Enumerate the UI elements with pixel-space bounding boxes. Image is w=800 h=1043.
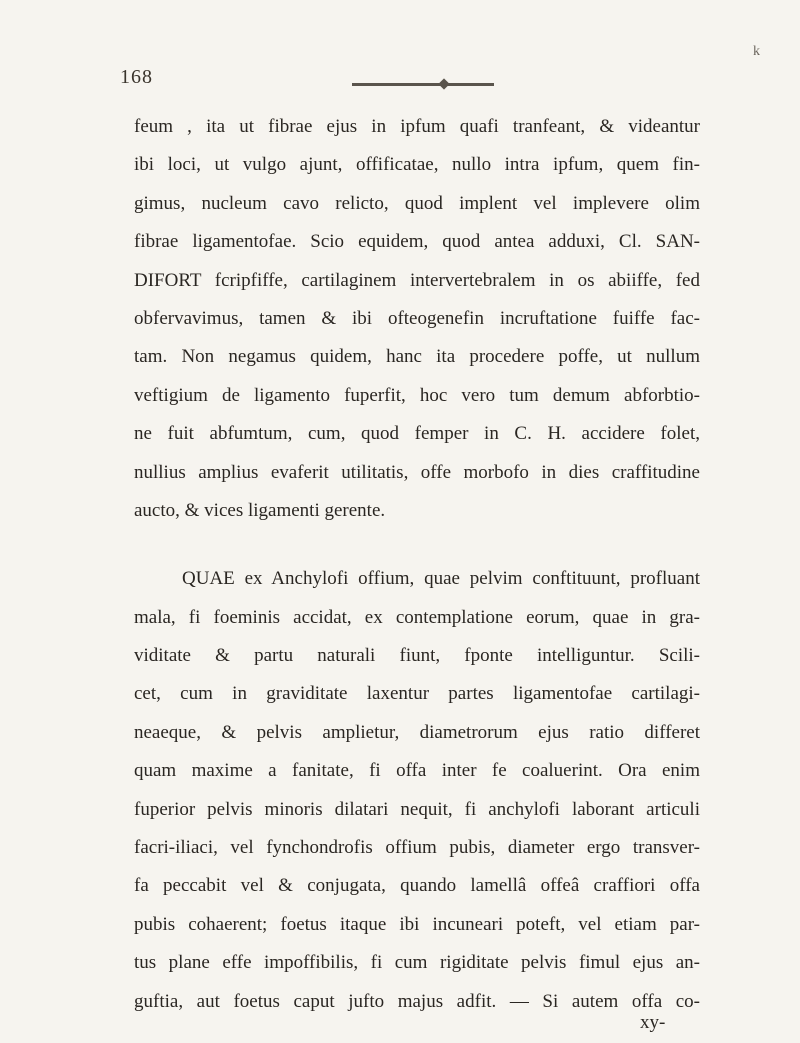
text-line: facri-iliaci, vel fynchondrofis offium pubis, diameter ergo transver- [134,837,700,859]
page-number: 168 [120,66,153,88]
text-line: nullius amplius evaferit utilitatis, offe morbofo in dies craffitudine [134,461,700,483]
text-line: veftigium de ligamento fuperfit, hoc vero tum demum abforbtio- [134,384,700,406]
text-line: tus plane effe impoffibilis, fi cum rigiditate pelvis fimul ejus an- [134,952,700,974]
text-line: fuperior pelvis minoris dilatari nequit, fi anchylofi laborant articuli [134,798,700,820]
text-line: pubis cohaerent; foetus itaque ibi incuneari poteft, vel etiam par- [134,913,700,935]
text-line: fibrae ligamentofae. Scio equidem, quod antea adduxi, Cl. SAN- [134,231,700,253]
header-ornament-rule [352,83,494,86]
text-line: DIFORT fcripfiffe, cartilaginem intervertebralem in os abiiffe, fed [134,269,700,291]
text-line: QUAE ex Anchylofi offium, quae pelvim conftituunt, profluant [182,568,700,590]
corner-mark: k [753,44,760,59]
text-line: ne fuit abfumtum, cum, quod femper in C. H. accidere folet, [134,423,700,445]
text-line: neaeque, & pelvis amplietur, diametrorum ejus ratio differet [134,721,700,743]
text-line: obfervavimus, tamen & ibi ofteogenefin incruftatione fuiffe fac- [134,307,700,329]
text-line: viditate & partu naturali fiunt, fponte intelliguntur. Scili- [134,645,700,667]
text-line: ibi loci, ut vulgo ajunt, offificatae, nullo intra ipfum, quem fin- [134,154,700,176]
paragraph-gap [134,530,700,560]
text-line: aucto, & vices ligamenti gerente. [134,499,386,521]
page-header [120,66,680,96]
body-text [134,108,700,1021]
text-line: fa peccabit vel & conjugata, quando lamellâ offeâ craffiori offa [134,875,700,897]
text-line: cet, cum in graviditate laxentur partes ligamentofae cartilagi- [134,683,700,705]
text-line: quam maxime a fanitate, fi offa inter fe coaluerint. Ora enim [134,760,700,782]
paragraph-1 [134,108,700,530]
text-line: feum , ita ut fibrae ejus in ipfum quafi tranfeant, & videantur [134,116,700,137]
text-line: gimus, nucleum cavo relicto, quod implent vel implevere olim [134,192,700,214]
paragraph-2 [134,560,700,1021]
catchword: xy- [640,1012,666,1033]
text-line: tam. Non negamus quidem, hanc ita procedere poffe, ut nullum [134,346,700,368]
text-line: mala, fi foeminis accidat, ex contemplatione eorum, quae in gra- [134,606,700,628]
text-line: guftia, aut foetus caput jufto majus adfit. — Si autem offa co- [134,990,700,1012]
